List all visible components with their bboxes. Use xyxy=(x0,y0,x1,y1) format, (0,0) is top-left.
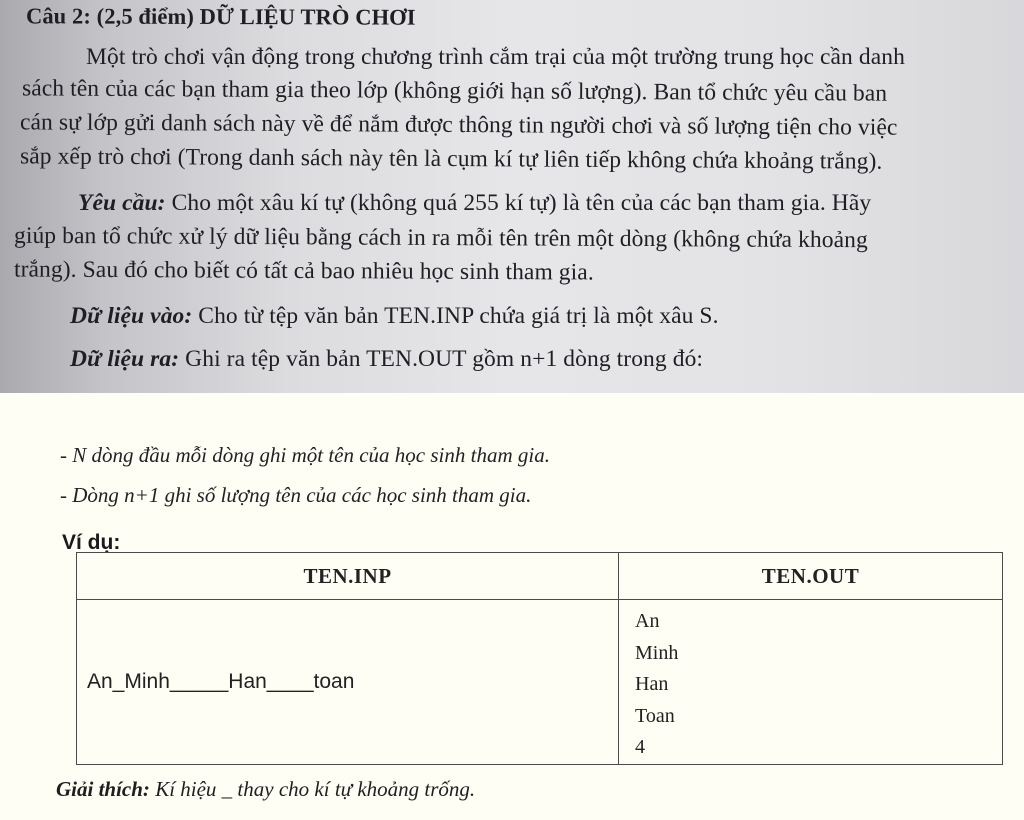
question-title: Câu 2: (2,5 điểm) DỮ LIỆU TRÒ CHƠI xyxy=(25,3,416,30)
output-cell xyxy=(619,600,1003,765)
header-ten-out: TEN.OUT xyxy=(619,553,1003,600)
requirement-line-3: trắng). Sau đó cho biết có tất cả bao nhiêu học sinh tham gia. xyxy=(13,256,594,286)
output-text: Ghi ra tệp văn bản TEN.OUT gồm n+1 dòng trong đó: xyxy=(179,346,704,372)
paragraph-line-2: sách tên của các bạn tham gia theo lớp (không giới hạn số lượng). Ban tổ chức yêu cầu ban xyxy=(21,75,888,107)
paragraph-line-4: sắp xếp trò chơi (Trong danh sách này tên là cụm kí tự liên tiếp không chứa khoảng trắng). xyxy=(19,143,883,175)
requirement-label: Yêu cầu: xyxy=(78,190,166,216)
explanation xyxy=(56,777,475,802)
output-spec xyxy=(70,346,703,373)
example-label: Ví dụ: xyxy=(62,531,121,554)
output-rule-1: - N dòng đầu mỗi dòng ghi một tên của học sinh tham gia. xyxy=(60,443,550,467)
paragraph-line-3: cán sự lớp gửi danh sách này về để nắm được thông tin người chơi và số lượng tiện cho việc xyxy=(19,109,898,141)
input-spec xyxy=(70,303,719,330)
explanation-text: Kí hiệu _ thay cho kí tự khoảng trống. xyxy=(149,777,476,801)
output-line: An xyxy=(635,610,660,632)
example-scan xyxy=(0,393,1024,820)
output-line: Minh xyxy=(635,641,679,664)
explanation-label: Giải thích: xyxy=(56,777,150,801)
requirement-line-2: giúp ban tổ chức xử lý dữ liệu bằng cách in ra mỗi tên trên một dòng (không chứa khoảng xyxy=(13,222,868,254)
requirement-text: Cho một xâu kí tự (không quá 255 kí tự) là tên của các bạn tham gia. Hãy xyxy=(165,190,872,216)
example-table xyxy=(76,552,1003,765)
input-label: Dữ liệu vào: xyxy=(70,303,193,329)
output-line: 4 xyxy=(635,736,645,758)
output-label: Dữ liệu ra: xyxy=(70,346,180,372)
output-rule-2: - Dòng n+1 ghi số lượng tên của các học sinh tham gia. xyxy=(60,483,532,507)
header-ten-inp: TEN.INP xyxy=(77,553,619,600)
table-header-row xyxy=(77,553,1003,600)
table-row xyxy=(77,600,1003,765)
output-line: Han xyxy=(635,673,669,695)
input-cell: An_Minh_____Han____toan xyxy=(77,600,619,765)
requirement-line-1 xyxy=(78,190,871,217)
output-line: Toan xyxy=(635,704,675,727)
paragraph-line-1: Một trò chơi vận động trong chương trình cắm trại của một trường trung học cần danh xyxy=(86,44,905,70)
question-photo xyxy=(0,0,1024,393)
input-text: Cho từ tệp văn bản TEN.INP chứa giá trị là một xâu S. xyxy=(192,303,719,329)
